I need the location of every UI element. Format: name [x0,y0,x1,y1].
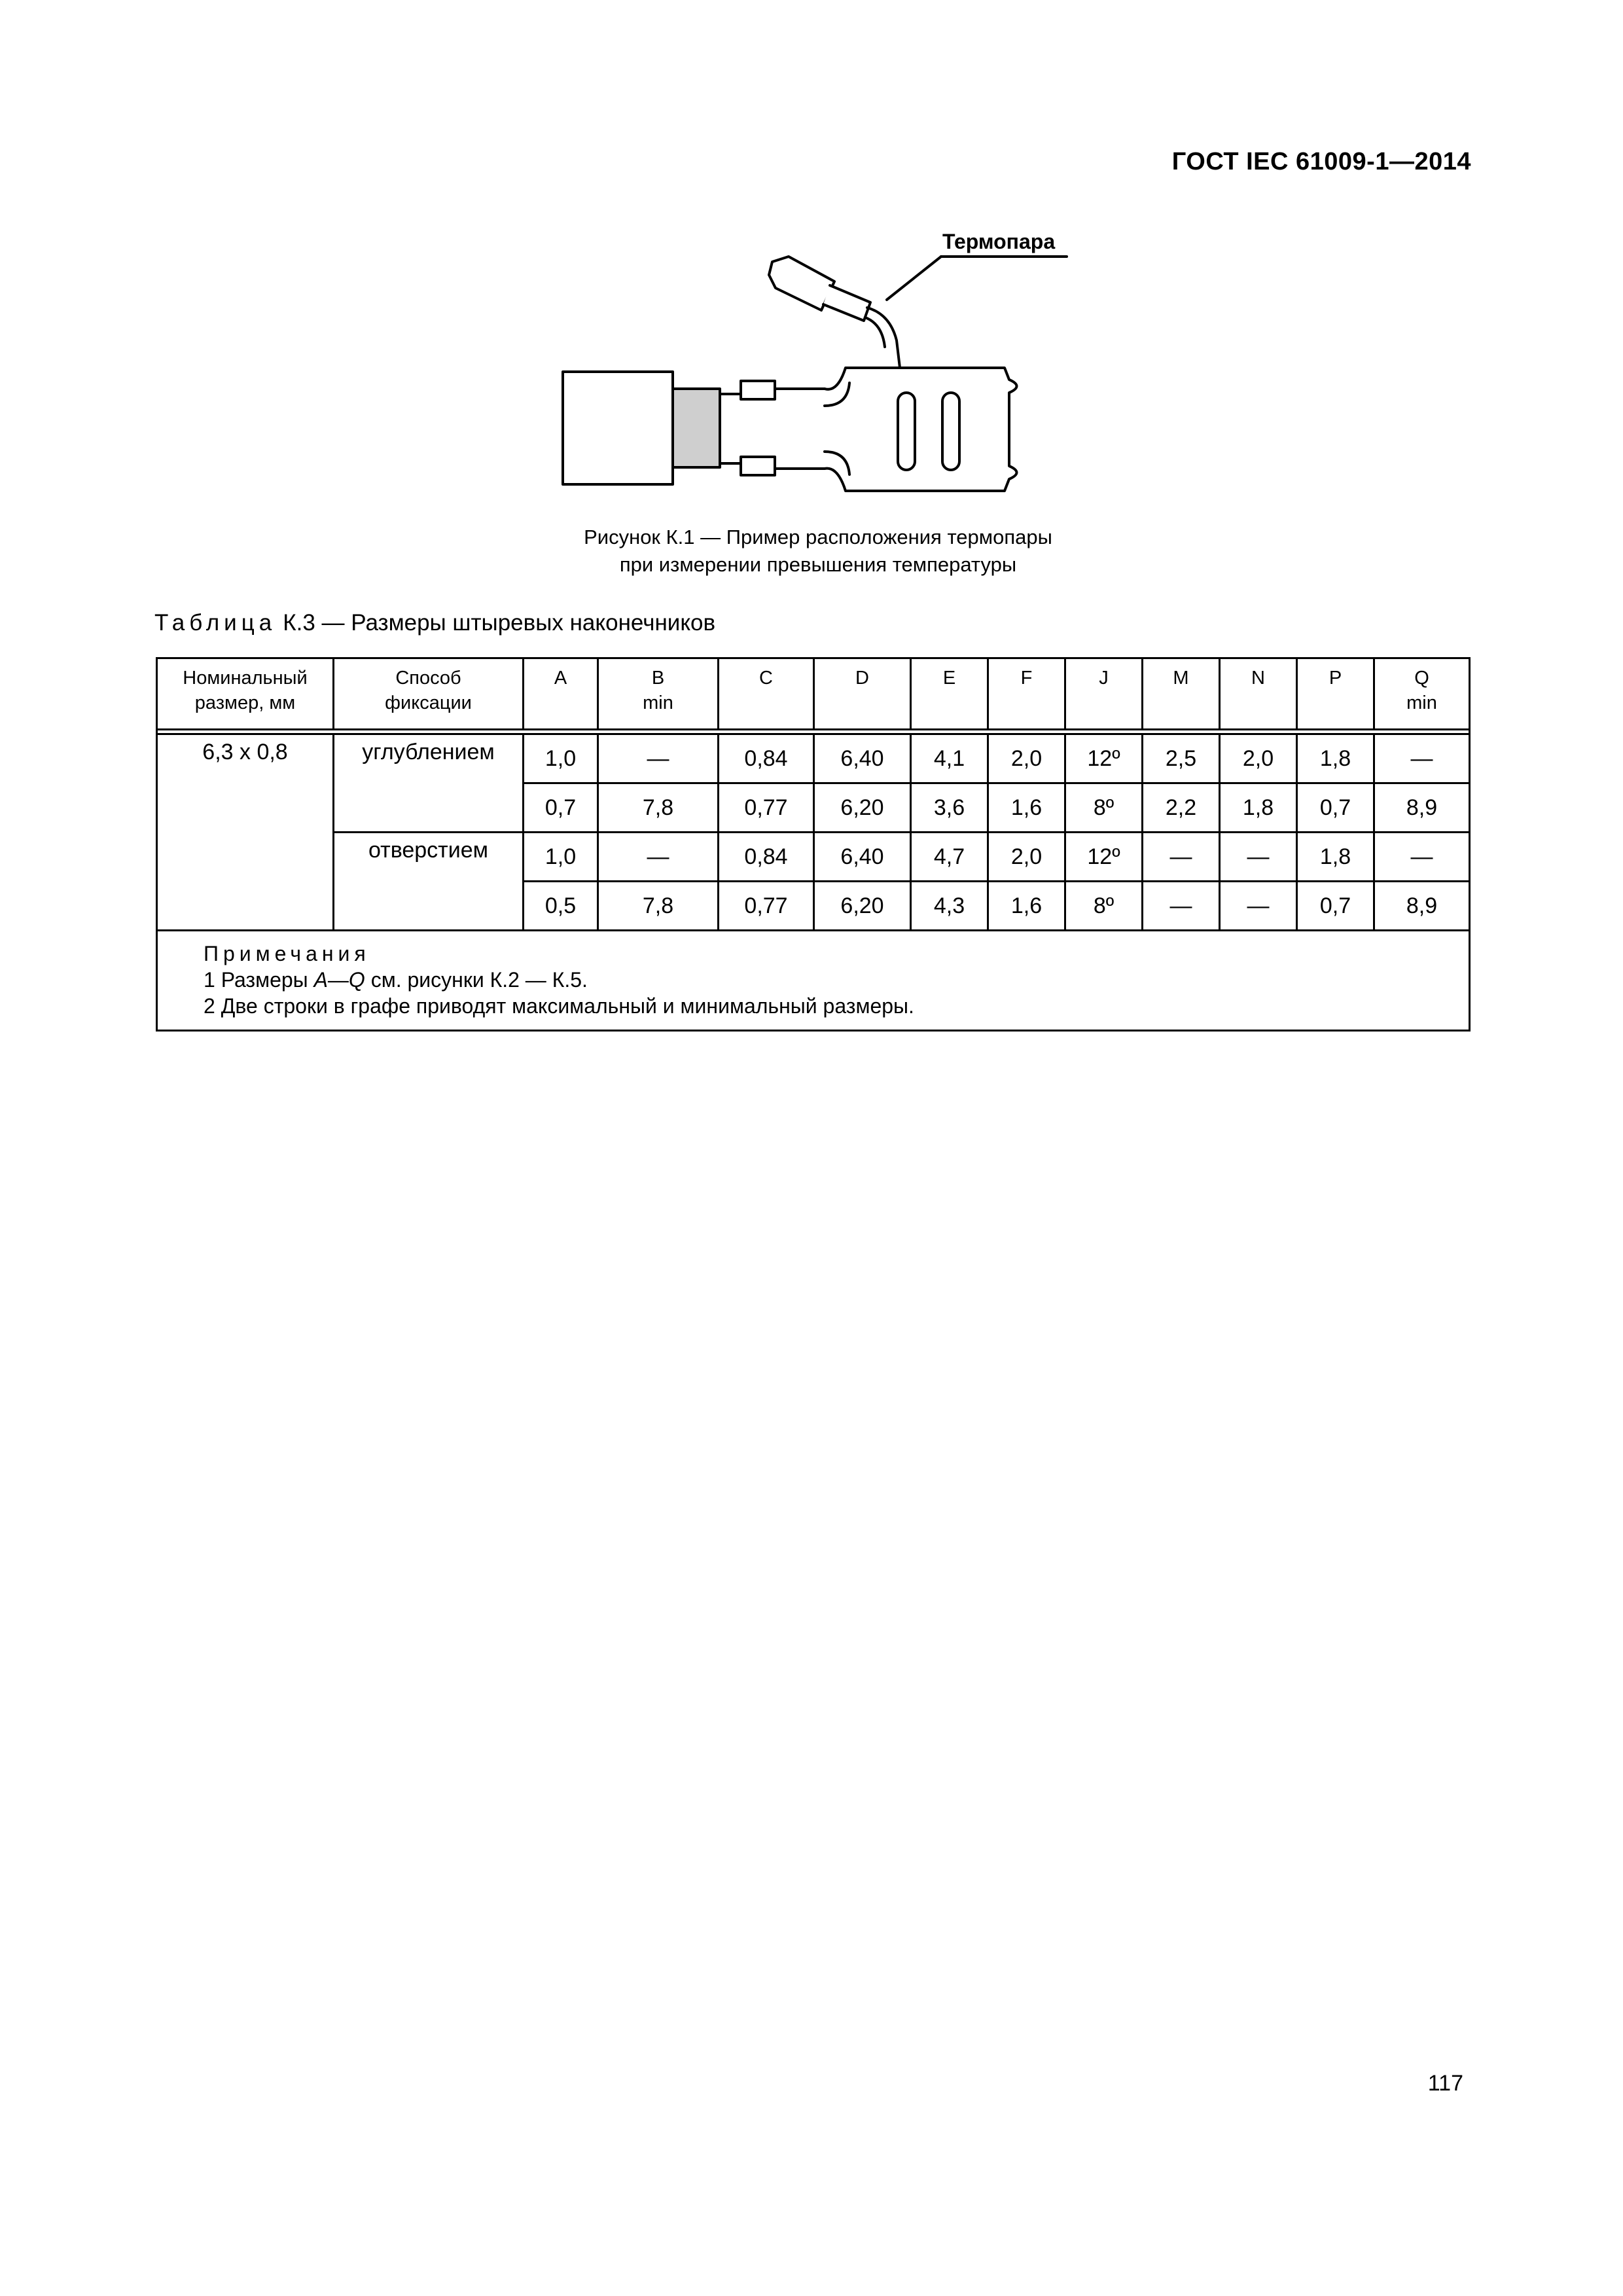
col-header-method: Способ фиксации [334,658,524,730]
table-cell: 3,6 [911,783,988,833]
callout-leader [887,257,941,300]
method-cell: отверстием [334,833,524,931]
table-cell: 6,40 [814,833,911,882]
table-cell: 8º [1065,882,1143,931]
table-cell: 0,7 [1297,783,1374,833]
table-row [157,833,1470,882]
col-header-c: C [719,658,814,730]
figure-caption [458,524,1178,579]
table-cell: — [598,734,719,783]
table-notes [157,931,1470,1031]
pin-clip-top [741,381,775,399]
table-cell: — [598,833,719,882]
table-cell: 2,0 [988,833,1065,882]
plug-insert [673,389,720,467]
col-header-nominal: Номинальный размер, мм [157,658,334,730]
table-cell: 6,40 [814,734,911,783]
thermocouple-drawing [543,216,1093,524]
table-cell: — [1220,833,1297,882]
table-cell: 1,6 [988,882,1065,931]
table-cell: — [1374,734,1470,783]
table-cell: 4,3 [911,882,988,931]
table-cell: — [1143,833,1220,882]
table-cell: — [1143,882,1220,931]
table-cell: — [1374,833,1470,882]
page-number: 117 [1427,2071,1463,2096]
table-cell: 7,8 [598,783,719,833]
col-header-d: D [814,658,911,730]
col-header-a: A [524,658,598,730]
table-cell: 1,6 [988,783,1065,833]
table-cell: 0,7 [524,783,598,833]
table-title [154,610,715,636]
table-cell: 2,5 [1143,734,1220,783]
table-cell: 7,8 [598,882,719,931]
pin-blade [825,368,1017,491]
callout-label: Термопара [942,230,1056,253]
figure-caption-line-1: Рисунок К.1 — Пример расположения термопары [584,526,1052,548]
col-header-q: Q min [1374,658,1470,730]
table-cell: 1,0 [524,734,598,783]
table-cell: 4,7 [911,833,988,882]
table-cell: 1,8 [1220,783,1297,833]
table-header-row [157,658,1470,730]
table-row [157,734,1470,783]
table-cell: 0,77 [719,783,814,833]
table-title-prefix: Таблица [154,610,277,636]
table-cell: 4,1 [911,734,988,783]
table-title-rest: К.3 — Размеры штыревых наконечников [283,610,716,636]
col-header-f: F [988,658,1065,730]
table-cell: 0,84 [719,833,814,882]
table-cell: 2,0 [988,734,1065,783]
notes-heading: Примечания [204,942,370,965]
method-cell: углублением [334,734,524,833]
header-gap-row [157,730,1470,734]
table-cell: 6,20 [814,882,911,931]
table-cell: 1,0 [524,833,598,882]
table-cell: 12º [1065,734,1143,783]
note-1: 1 Размеры A—Q см. рисунки К.2 — К.5. [204,968,588,992]
col-header-e: E [911,658,988,730]
col-header-m: M [1143,658,1220,730]
nominal-size-cell: 6,3 х 0,8 [157,734,334,931]
col-header-n: N [1220,658,1297,730]
col-header-b: B min [598,658,719,730]
table-cell: 2,2 [1143,783,1220,833]
blade-slot-2 [942,393,959,470]
plug-body [563,372,673,484]
table-cell: — [1220,882,1297,931]
table-cell: 0,84 [719,734,814,783]
document-code: ГОСТ IEC 61009-1—2014 [1171,148,1471,175]
col-header-j: J [1065,658,1143,730]
dimensions-table [156,657,1471,1031]
col-header-p: P [1297,658,1374,730]
table-cell: 0,77 [719,882,814,931]
table-cell: 1,8 [1297,833,1374,882]
table-cell: 0,7 [1297,882,1374,931]
pin-clip-bottom [741,457,775,475]
probe-wire-2 [865,317,885,347]
table-cell: 0,5 [524,882,598,931]
table-cell: 12º [1065,833,1143,882]
table-cell: 8º [1065,783,1143,833]
table-cell: 1,8 [1297,734,1374,783]
table-notes-row [157,931,1470,1031]
table-cell: 8,9 [1374,882,1470,931]
figure-caption-line-2: при измерении превышения температуры [619,553,1017,576]
probe-sleeve [823,285,870,321]
table-cell: 2,0 [1220,734,1297,783]
blade-slot-1 [898,393,915,470]
table-cell: 6,20 [814,783,911,833]
figure-thermocouple [543,216,1093,524]
note-2: 2 Две строки в графе приводят максимальный и минимальный размеры. [204,994,914,1018]
table-cell: 8,9 [1374,783,1470,833]
